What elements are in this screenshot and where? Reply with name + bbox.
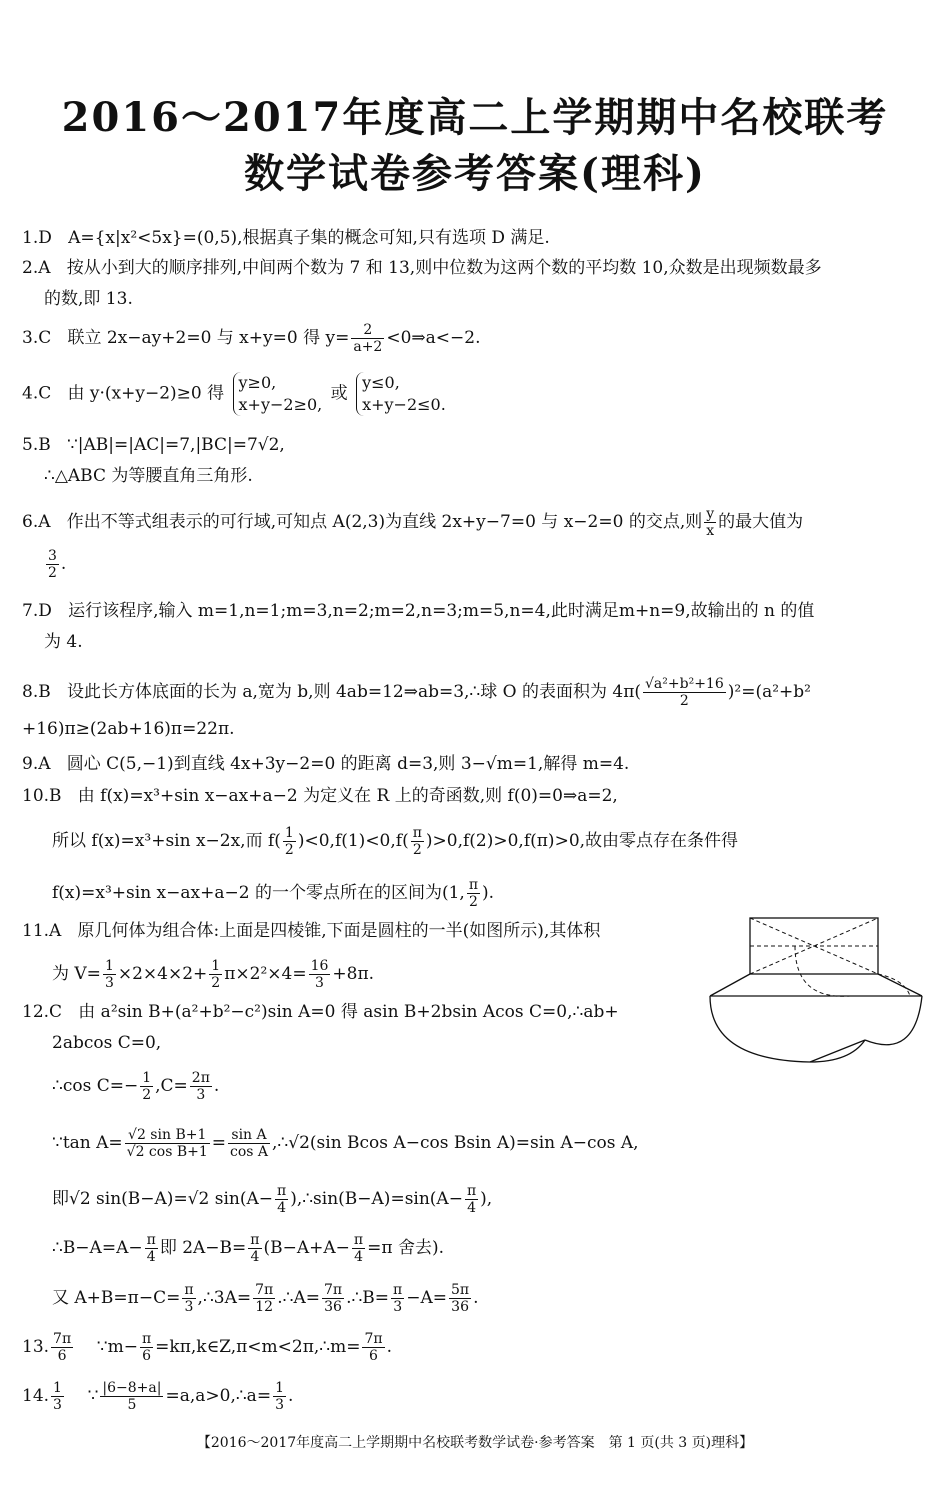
fraction: $\frac{1}{2}$ (211, 958, 221, 991)
fraction: $\frac{|6-8+a|}{5}$ (102, 1380, 162, 1413)
fraction: $\frac{\pi}{2}$ (412, 825, 422, 858)
answer-12-cont4: 即√2 sin(B−A)=√2 sin(A− $\frac{\pi}{4}$ ),∴sin(B−A)=sin(A− $\frac{\pi}{4}$ ), (52, 1183, 493, 1216)
answer-7-cont: 为 4. (44, 632, 83, 652)
fraction: $\frac{7\pi}{36}$ (323, 1282, 343, 1315)
answer-5-cont: ∴△ABC 为等腰直角三角形. (44, 466, 253, 486)
fraction: $\frac{16}{3}$ (310, 958, 329, 991)
fraction: $\frac{1}{2}$ (142, 1070, 152, 1103)
fraction: $\frac{\pi}{4}$ (277, 1183, 287, 1216)
page-footer: 【2016～2017年度高二上学期期中名校联考数学试卷·参考答案 第 1 页(共 3 页)理科】 (196, 1435, 754, 1451)
fraction: $\frac{1}{3}$ (275, 1380, 284, 1413)
answer-12-cont2: ∴cos C=− $\frac{1}{2}$ ,C= $\frac{2\pi}{3}$ . (52, 1070, 220, 1103)
fraction: $\frac{\text{sin A}}{\text{cos A}}$ (230, 1127, 269, 1160)
fraction: $\frac{5\pi}{36}$ (451, 1282, 470, 1315)
fraction: $\frac{1}{3}$ (104, 958, 114, 991)
answer-6: 6.A 作出不等式组表示的可行域,可知点 A(2,3)为直线 2x+y−7=0 与 x−2=0 的交点,则 $\frac{y}{x}$ 的最大值为 (22, 506, 804, 539)
answer-2: 2.A 按从小到大的顺序排列,中间两个数为 7 和 13,则中位数为这两个数的平均数 10,众数是出现频数最多 (22, 258, 822, 278)
answer-14: 14. $\frac{1}{3}$ ∵ $\frac{|6-8+a|}{5}$ =a,a>0,∴a= $\frac{1}{3}$ . (22, 1380, 294, 1413)
answer-1: 1.D A={x|x²<5x}=(0,5),根据真子集的概念可知,只有选项 D 满足. (22, 228, 550, 248)
fraction: $\frac{1}{2}$ (284, 825, 294, 858)
fraction: $\frac{1}{3}$ (53, 1380, 62, 1413)
fraction: $\frac{3}{2}$ (48, 548, 57, 581)
fraction: $\frac{2}{a+2}$ (353, 322, 383, 355)
answer-10-cont2: f(x)=x³+sin x−ax+a−2 的一个零点所在的区间为(1, $\frac{\pi}{2}$ ). (52, 877, 495, 910)
inequality-system-1: y≥0, x+y−2≥0, (233, 372, 323, 416)
answer-2-cont: 的数,即 13. (44, 289, 133, 309)
fraction: $\frac{7\pi}{12}$ (255, 1282, 274, 1315)
fraction: $\frac{\pi}{6}$ (141, 1331, 152, 1364)
fraction: $\frac{\pi}{4}$ (250, 1232, 260, 1265)
fraction: $\frac{\pi}{2}$ (468, 877, 479, 910)
fraction: $\frac{y}{x}$ (706, 506, 715, 539)
answer-12: 12.C 由 a²sin B+(a²+b²−c²)sin A=0 得 asin B+2bsin Acos C=0,∴ab+ (22, 1002, 619, 1022)
answer-13: 13. $\frac{7\pi}{6}$ ∵m− $\frac{\pi}{6}$ =kπ,k∈Z,π<m<2π,∴m= $\frac{7\pi}{6}$ . (22, 1331, 392, 1364)
answer-12-cont3: ∵tan A= $\frac{\text{√2 sin B+1}}{\text{√2 cos B+1}}$ = $\frac{\text{sin A}}{\text{cos A}}$ ,∴√2(sin Bcos A−cos Bsin A)=sin A−cos A, (52, 1127, 639, 1160)
fraction: $\frac{\pi}{4}$ (466, 1183, 477, 1216)
answer-8-cont: +16)π≥(2ab+16)π=22π. (22, 719, 235, 739)
inequality-system-2: y≤0, x+y−2≤0. (356, 372, 446, 416)
answer-5: 5.B ∵|AB|=|AC|=7,|BC|=7√2, (22, 435, 285, 455)
fraction: $\frac{7\pi}{6}$ (53, 1331, 72, 1364)
fraction: $\frac{\pi}{3}$ (184, 1282, 194, 1315)
answer-10: 10.B 由 f(x)=x³+sin x−ax+a−2 为定义在 R 上的奇函数,则 f(0)=0⇒a=2, (22, 786, 618, 806)
answer-10-cont1: 所以 f(x)=x³+sin x−2x,而 f( $\frac{1}{2}$ )<0,f(1)<0,f( $\frac{\pi}{2}$ )>0,f(2)>0,f(π)>0,故由零点存在条件得 (52, 825, 739, 858)
answer-9: 9.A 圆心 C(5,−1)到直线 4x+3y−2=0 的距离 d=3,则 3−√m=1,解得 m=4. (22, 754, 630, 774)
title-line-2: 数学试卷参考答案(理科) (244, 150, 706, 197)
fraction: $\frac{\text{√a²+b²+16}}{2}$ (645, 676, 724, 709)
answer-7: 7.D 运行该程序,输入 m=1,n=1;m=3,n=2;m=2,n=3;m=5,n=4,此时满足m+n=9,故输出的 n 的值 (22, 601, 815, 621)
fraction: $\frac{\pi}{4}$ (353, 1232, 364, 1265)
fraction: $\frac{\text{√2 sin B+1}}{\text{√2 cos B+1}}$ (126, 1127, 208, 1160)
answer-4: 4.C 由 y·(x+y−2)≥0 得 y≥0, x+y−2≥0, 或 y≤0, x+y−2≤0. (22, 373, 446, 414)
answer-12-cont6: 又 A+B=π−C= $\frac{\pi}{3}$ ,∴3A= $\frac{7\pi}{12}$ .∴A= $\frac{7\pi}{36}$ .∴B= $\frac{\pi}{3}$ −A= $\frac{5\pi}{36}$ . (52, 1282, 479, 1315)
fraction: $\frac{\pi}{3}$ (393, 1282, 403, 1315)
title-line-1: 2016～2017年度高二上学期期中名校联考 (61, 94, 889, 141)
fraction: $\frac{\pi}{4}$ (146, 1232, 156, 1265)
answer-11-cont: 为 V= $\frac{1}{3}$ ×2×4×2+ $\frac{1}{2}$ π×2²×4= $\frac{16}{3}$ +8π. (52, 958, 375, 991)
fraction: $\frac{7\pi}{6}$ (364, 1331, 383, 1364)
half-cylinder-pyramid-figure-icon (700, 910, 930, 1070)
answer-11: 11.A 原几何体为组合体:上面是四棱锥,下面是圆柱的一半(如图所示),其体积 (22, 921, 601, 941)
answer-6-cont: $\frac{3}{2}$ . (48, 548, 67, 581)
answer-12-cont1: 2abcos C=0, (52, 1033, 162, 1053)
answer-8: 8.B 设此长方体底面的长为 a,宽为 b,则 4ab=12⇒ab=3,∴球 O 的表面积为 4π( $\frac{\text{√a²+b²+16}}{2}$ )²=(a²+b² (22, 676, 811, 709)
fraction: $\frac{2\pi}{3}$ (191, 1070, 210, 1103)
answer-12-cont5: ∴B−A=A− $\frac{\pi}{4}$ 即 2A−B= $\frac{\pi}{4}$ (B−A+A− $\frac{\pi}{4}$ =π 舍去). (52, 1232, 444, 1265)
answer-3: 3.C 联立 2x−ay+2=0 与 x+y=0 得 y= $\frac{2}{a+2}$ <0⇒a<−2. (22, 322, 481, 355)
